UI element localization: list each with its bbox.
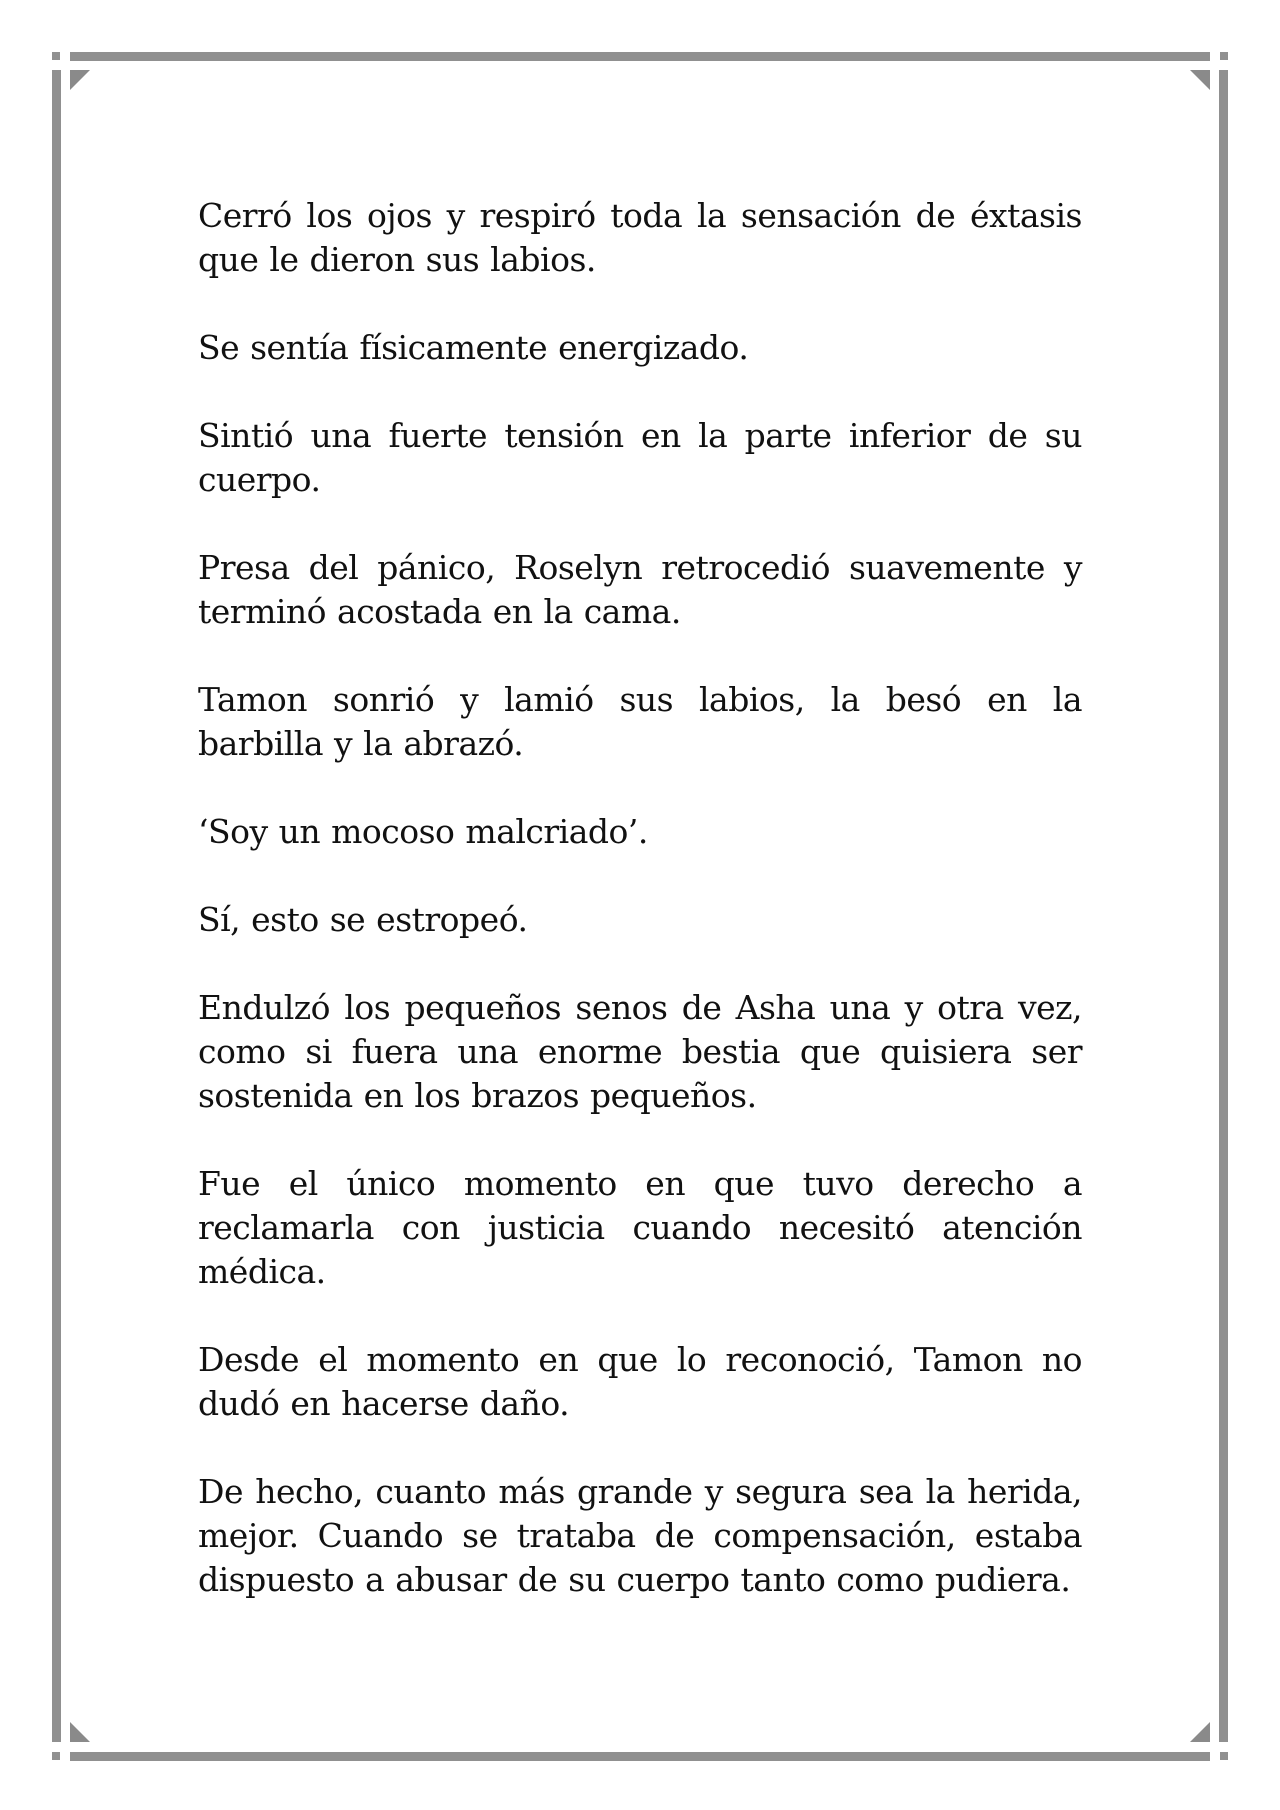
frame-corner-square-bottom-left xyxy=(52,1752,60,1760)
paragraph: Se sentía físicamente energizado. xyxy=(198,328,749,367)
frame-corner-triangle-icon xyxy=(70,1722,90,1742)
body-text xyxy=(198,194,1082,1646)
frame-corner-triangle-icon xyxy=(70,70,90,90)
paragraph: Cerró los ojos y respiró toda la sensación de éxtasis que le dieron sus labios. xyxy=(198,196,1082,279)
frame-corner-triangle-icon xyxy=(1190,70,1210,90)
paragraph: Sí, esto se estropeó. xyxy=(198,900,528,939)
frame-right-border xyxy=(1219,70,1228,1742)
paragraph: Presa del pánico, Roselyn retrocedió suavemente y terminó acostada en la cama. xyxy=(198,548,1082,631)
paragraph: De hecho, cuanto más grande y segura sea la herida, mejor. Cuando se trataba de compensación, estaba dispuesto a abusar de su cuerpo tanto como pudiera. xyxy=(198,1472,1082,1599)
paragraph: Desde el momento en que lo reconoció, Tamon no dudó en hacerse daño. xyxy=(198,1340,1082,1423)
frame-left-border xyxy=(52,70,61,1742)
paragraph: Tamon sonrió y lamió sus labios, la besó en la barbilla y la abrazó. xyxy=(198,680,1082,763)
frame-corner-square-top-right xyxy=(1220,52,1228,60)
paragraph: ‘Soy un mocoso malcriado’. xyxy=(198,812,648,851)
frame-corner-square-bottom-right xyxy=(1220,1752,1228,1760)
paragraph: Fue el único momento en que tuvo derecho a reclamarla con justicia cuando necesitó atención médica. xyxy=(198,1164,1082,1291)
paragraph: Endulzó los pequeños senos de Asha una y otra vez, como si fuera una enorme bestia que quisiera ser sostenida en los brazos pequeños. xyxy=(198,988,1082,1115)
frame-corner-triangle-icon xyxy=(1190,1722,1210,1742)
frame-bottom-border xyxy=(70,1752,1210,1761)
frame-corner-square-top-left xyxy=(52,52,60,60)
paragraph: Sintió una fuerte tensión en la parte inferior de su cuerpo. xyxy=(198,416,1082,499)
frame-top-border xyxy=(70,52,1210,61)
